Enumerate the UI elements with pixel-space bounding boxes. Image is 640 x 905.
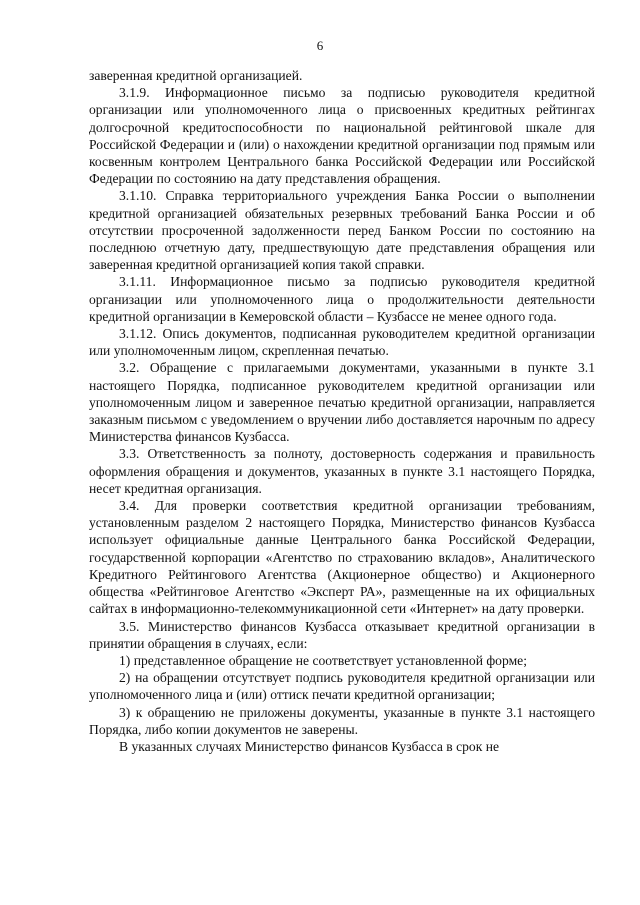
document-body bbox=[89, 67, 595, 755]
paragraph-3-1-11: 3.1.11. Информационное письмо за подписью руководителя кредитной организации или уполномоченного лица о продолжительности деятельности кредитной организации в Кемеровской области – Кузбассе не менее одного года. bbox=[89, 274, 595, 324]
paragraph-3-1-12: 3.1.12. Опись документов, подписанная руководителем кредитной организации или уполномоченным лицом, скрепленная печатью. bbox=[89, 326, 595, 359]
paragraph-3-3: 3.3. Ответственность за полноту, достоверность содержания и правильность оформления обращения и документов, указанных в пункте 3.1 настоящего Порядка, несет кредитная организация. bbox=[89, 446, 595, 496]
paragraph-3-5: 3.5. Министерство финансов Кузбасса отказывает кредитной организации в принятии обращения в случаях, если: bbox=[89, 618, 595, 651]
page-number: 6 bbox=[316, 38, 324, 53]
list-item-1: 1) представленное обращение не соответствует установленной форме; bbox=[119, 652, 527, 668]
paragraph-3-1-10: 3.1.10. Справка территориального учреждения Банка России о выполнении кредитной организацией обязательных резервных требований Банка России и об отсутствии просроченной задолженности перед Банком России по состоянию на последнюю отчетную дату, предшествующую дате представления обращения или заверенная кредитной организацией копия такой справки. bbox=[89, 188, 595, 273]
paragraph-3-4: 3.4. Для проверки соответствия кредитной организации требованиям, установленным разделом 2 настоящего Порядка, Министерство финансов Кузбасса использует официальные данные Центрального банка Российской Федерации, государственной корпорации «Агентство по страхованию вкладов», Аналитического Кредитного Рейтингового Агентства (Акционерное общество) и Акционерного общества «Рейтинговое Агентство «Эксперт РА», размещенные на их официальных сайтах в информационно-телекоммуникационной сети «Интернет» на дату проверки. bbox=[89, 498, 595, 617]
list-item-3: 3) к обращению не приложены документы, указанные в пункте 3.1 настоящего Порядка, либо копии документов не заверены. bbox=[89, 704, 595, 737]
paragraph-final: В указанных случаях Министерство финансов Кузбасса в срок не bbox=[119, 738, 500, 754]
paragraph-3-1-9: 3.1.9. Информационное письмо за подписью руководителя кредитной организации или уполномоченного лица о присвоенных кредитных рейтингах долгосрочной кредитоспособности по национальной рейтинговой шкале для Российской Федерации и (или) о нахождении кредитной организации под прямым или косвенным контролем Центрального банка Российской Федерации или Российской Федерации по состоянию на дату представления обращения. bbox=[89, 85, 595, 187]
paragraph-continuation: заверенная кредитной организацией. bbox=[89, 68, 303, 83]
paragraph-3-2: 3.2. Обращение с прилагаемыми документами, указанными в пункте 3.1 настоящего Порядка, подписанное руководителем кредитной организации или уполномоченным лицом и заверенное печатью кредитной организации, направляется заказным письмом с уведомлением о вручении либо доставляется нарочным по адресу Министерства финансов Кузбасса. bbox=[89, 360, 595, 445]
list-item-2: 2) на обращении отсутствует подпись руководителя кредитной организации или уполномоченного лица и (или) оттиск печати кредитной организации; bbox=[89, 670, 595, 703]
